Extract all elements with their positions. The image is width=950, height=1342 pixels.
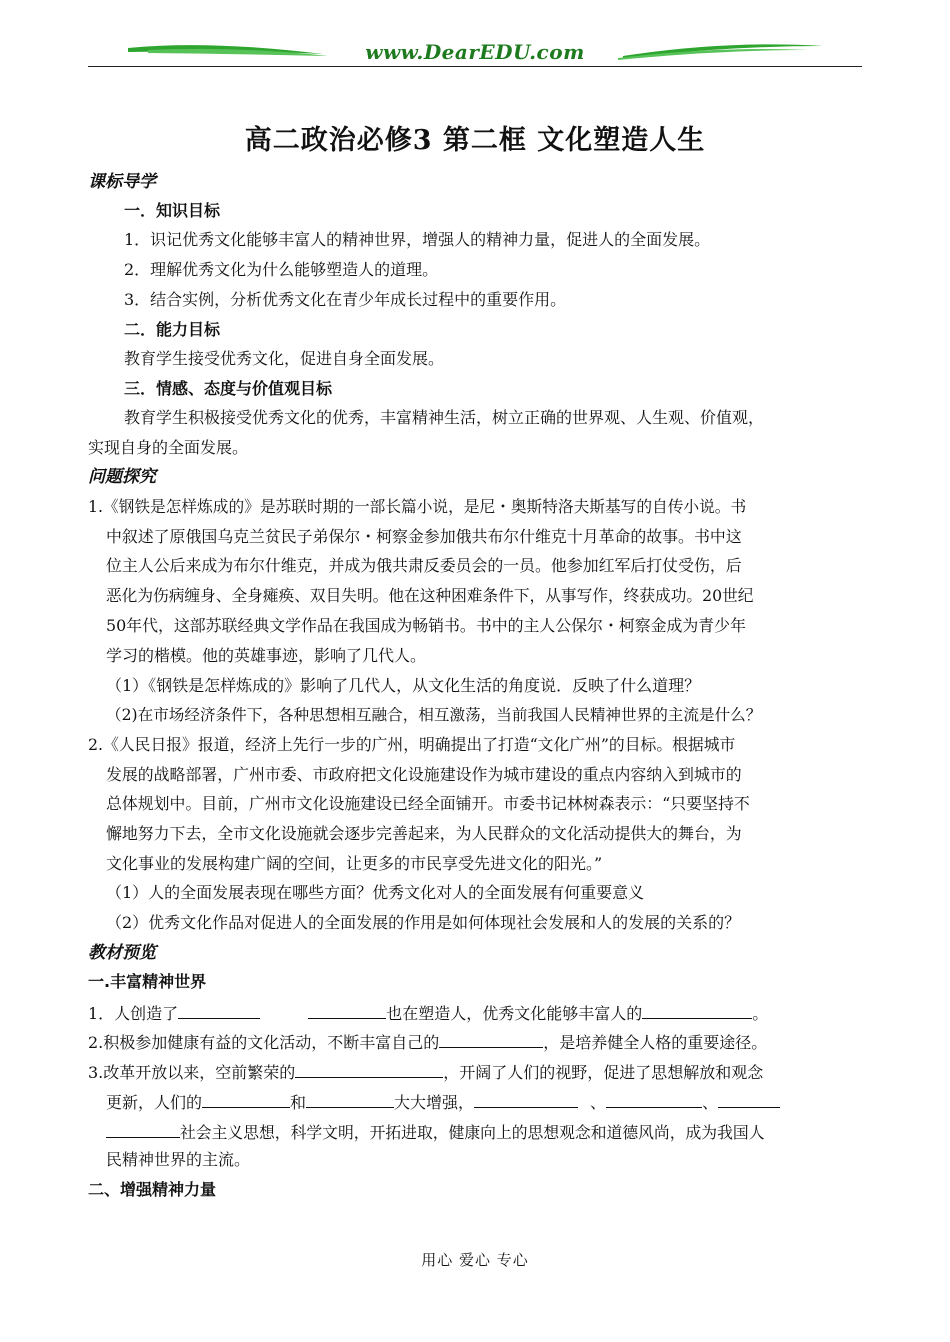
knowledge-item-2: 2．理解优秀文化为什么能够塑造人的道理。	[124, 260, 439, 279]
subheading-ability: 二．能力目标	[124, 320, 221, 339]
preview-item-3-text-a: 3.改革开放以来，空前繁荣的	[88, 1063, 296, 1082]
site-url: www.DearEDU.com	[365, 40, 585, 64]
header-rule	[88, 66, 862, 67]
question-2-line-5: 文化事业的发展构建广阔的空间，让更多的市民享受先进文化的阳光。”	[106, 854, 603, 873]
fill-blank[interactable]	[718, 1091, 780, 1108]
question-2-line-2: 发展的战略部署，广州市委、市政府把文化设施建设作为城市建设的重点内容纳入到城市的	[106, 765, 742, 784]
fill-blank[interactable]	[642, 1002, 752, 1019]
preview-item-3-text-f: 、	[590, 1093, 607, 1112]
knowledge-item-1: 1．识记优秀文化能够丰富人的精神世界，增强人的精神力量，促进人的全面发展。	[124, 230, 711, 249]
subheading-enrich: 一.丰富精神世界	[88, 972, 207, 991]
question-2-line-4: 懈地努力下去，全市文化设施就会逐步完善起来，为人民群众的文化活动提供大的舞台，为	[106, 824, 742, 843]
fill-blank[interactable]	[106, 1121, 180, 1138]
section-heading-inquiry: 问题探究	[88, 467, 156, 487]
question-1-line-2: 中叙述了原俄国乌克兰贫民子弟保尔・柯察金参加俄共布尔什维克十月革命的故事。书中这	[106, 527, 742, 546]
question-2-sub-2: （2）优秀文化作品对促进人的全面发展的作用是如何体现社会发展和人的发展的关系的？	[106, 913, 741, 932]
section-heading-guide: 课标导学	[88, 172, 156, 192]
page-footer: 用心 爱心 专心	[421, 1251, 529, 1269]
fill-blank[interactable]	[306, 1091, 394, 1108]
subheading-knowledge: 一．知识目标	[124, 201, 221, 220]
question-1-line-5: 50年代，这部苏联经典文学作品在我国成为畅销书。书中的主人公保尔・柯察金成为青少年	[106, 616, 746, 635]
preview-item-3-text-e: 大大增强，	[394, 1093, 475, 1112]
preview-item-3-text-d: 和	[290, 1093, 307, 1112]
preview-item-1-text-c: 。	[752, 1004, 769, 1023]
question-1-sub-1: （1）《钢铁是怎样炼成的》影响了几代人，从文化生活的角度说．反映了什么道理？	[106, 676, 701, 695]
fill-blank[interactable]	[295, 1061, 443, 1078]
question-2-line-3: 总体规划中。目前，广州市文化设施建设已经全面铺开。市委书记林树森表示：“只要坚持不	[106, 794, 750, 813]
preview-item-1-text-b: 也在塑造人，优秀文化能够丰富人的	[386, 1004, 643, 1023]
subheading-strengthen: 二、增强精神力量	[88, 1180, 217, 1199]
preview-item-3-text-g: 、	[702, 1093, 719, 1112]
question-2-line-1: 2.《人民日报》报道，经济上先行一步的广州，明确提出了打造“文化广州”的目标。根据城市	[88, 735, 736, 754]
knowledge-item-3: 3．结合实例，分析优秀文化在青少年成长过程中的重要作用。	[124, 290, 567, 309]
preview-item-3-line-3	[106, 1121, 765, 1143]
preview-item-3-line-4: 民精神世界的主流。	[106, 1150, 251, 1169]
preview-item-3-line-1	[88, 1061, 763, 1083]
page-title: 高二政治必修3 第二框 文化塑造人生	[244, 125, 706, 156]
preview-item-1-text-a: 1．人创造了	[88, 1004, 179, 1023]
preview-item-3-line-2	[106, 1091, 780, 1113]
preview-item-3-text-b: ，开阔了人们的视野，促进了思想解放和观念	[443, 1063, 764, 1082]
preview-item-2-text-b: ，是培养健全人格的重要途径。	[543, 1033, 768, 1052]
site-header	[88, 34, 862, 74]
preview-item-1	[88, 1002, 768, 1024]
preview-item-2	[88, 1031, 767, 1053]
preview-item-2-text-a: 2.积极参加健康有益的文化活动，不断丰富自己的	[88, 1033, 440, 1052]
fill-blank[interactable]	[308, 1002, 386, 1019]
question-2-sub-1: （1）人的全面发展表现在哪些方面？优秀文化对人的全面发展有何重要意义	[106, 883, 645, 902]
ability-text: 教育学生接受优秀文化，促进自身全面发展。	[124, 349, 445, 368]
section-heading-preview: 教材预览	[88, 943, 156, 963]
subheading-values: 三．情感、态度与价值观目标	[124, 379, 333, 398]
preview-item-3-text-c: 更新，人们的	[106, 1093, 203, 1112]
fill-blank[interactable]	[439, 1031, 543, 1048]
values-text-line-1: 教育学生积极接受优秀文化的优秀，丰富精神生活，树立正确的世界观、人生观、价值观，	[124, 408, 765, 427]
fill-blank[interactable]	[606, 1091, 702, 1108]
question-1-sub-2: （2)在市场经济条件下，各种思想相互融合，相互激荡，当前我国人民精神世界的主流是什么？	[106, 706, 762, 724]
fill-blank[interactable]	[178, 1002, 260, 1019]
fill-blank[interactable]	[474, 1091, 578, 1108]
preview-item-3-text-h: 社会主义思想，科学文明，开拓进取，健康向上的思想观念和道德风尚，成为我国人	[180, 1123, 765, 1142]
question-1-line-6: 学习的楷模。他的英雄事迹，影响了几代人。	[106, 646, 427, 665]
question-1-line-3: 位主人公后来成为布尔什维克，并成为俄共肃反委员会的一员。他参加红军后打仗受伤，后	[106, 556, 742, 575]
fill-blank[interactable]	[202, 1091, 290, 1108]
values-text-line-2: 实现自身的全面发展。	[88, 438, 249, 457]
question-1-line-4: 恶化为伤病缠身、全身瘫痪、双目失明。他在这种困难条件下，从事写作，终获成功。20世纪	[106, 586, 754, 605]
question-1-line-1: 1.《钢铁是怎样炼成的》是苏联时期的一部长篇小说，是尼・奥斯特洛夫斯基写的自传小说。书	[88, 497, 747, 516]
